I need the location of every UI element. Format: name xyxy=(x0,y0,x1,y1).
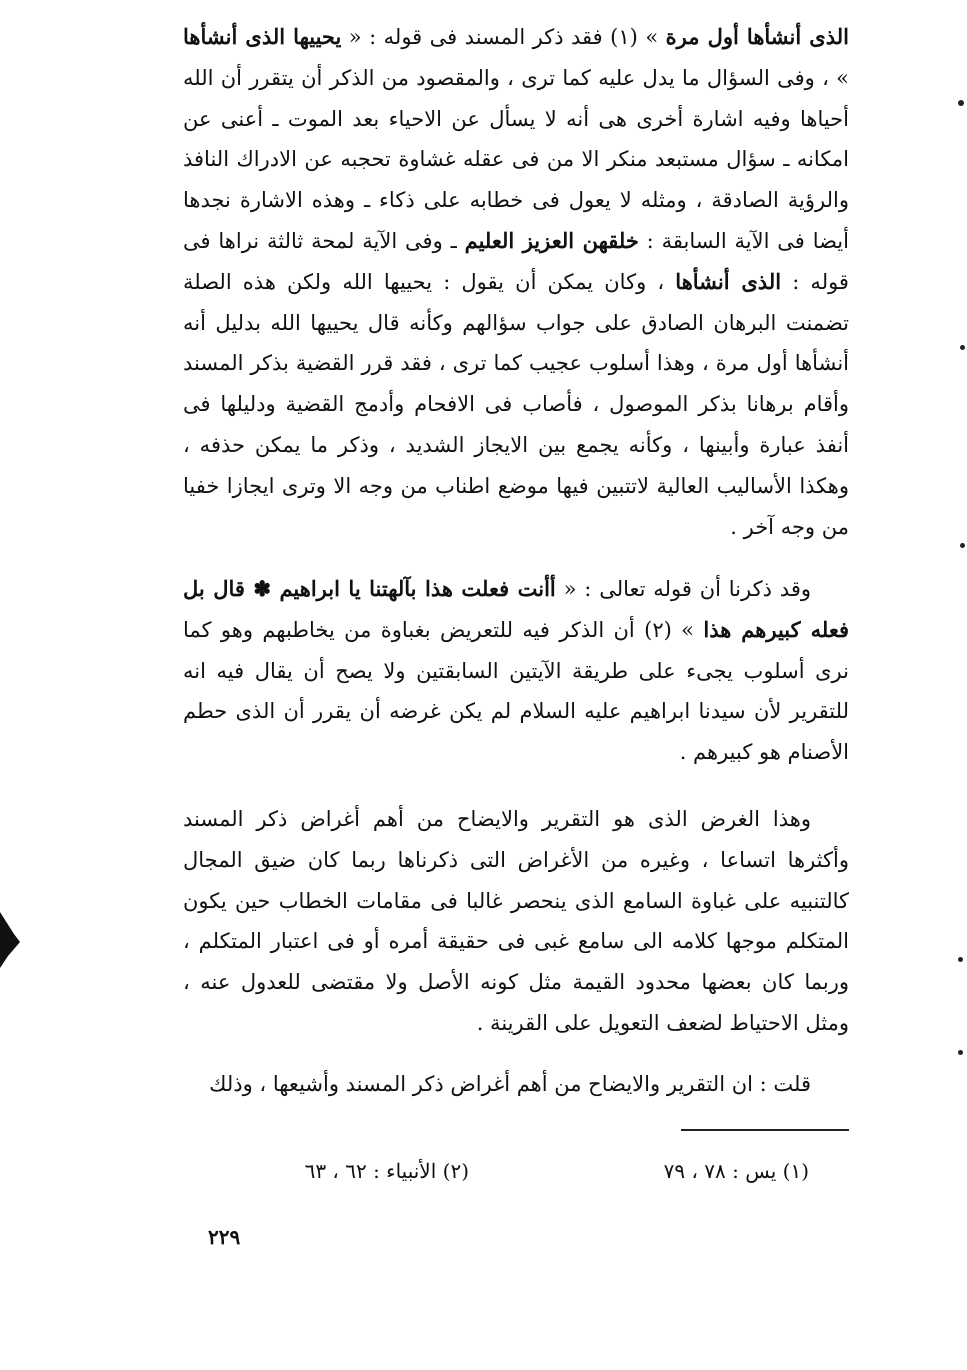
page-number: ٢٢٩ xyxy=(208,1225,241,1249)
paragraph-2 xyxy=(183,569,849,773)
scan-speck xyxy=(960,543,965,548)
scan-speck xyxy=(958,100,964,106)
text-segment: » (١) فقد ذكر المسند فى قوله : « xyxy=(341,25,666,49)
text-segment: قلت : ان التقرير والايضاح من أهم أغراض ذكر المسند وأشيعها ، وذلك xyxy=(209,1072,811,1096)
text-segment: » (٢) أن الذكر فيه للتعريض بغباوة من يخاطبهم وهو كما نرى أسلوب يجىء على طريقة الآيتين السابقتين ولا يصح أن يقال فيه انه للتقرير لأن سيدنا ابراهيم عليه السلام لم يكن غرضه أن يقرر أن الذى حطم الأصنام هو كبيرهم . xyxy=(183,617,849,765)
binding-edge-mark xyxy=(0,912,22,968)
scan-speck xyxy=(958,957,963,962)
quote-ending-bold: الذى أنشأها أول مرة xyxy=(665,24,849,49)
scan-speck xyxy=(958,1050,963,1055)
scan-speck xyxy=(960,345,965,350)
text-segment: وهذا الغرض الذى هو التقرير والايضاح من أهم أغراض ذكر المسند وأكثرها اتساعا ، وغيره من الأغراض التى ذكرناها ربما كان ضيق المجال كالتنبيه على غباوة السامع الذى ينحصر غالبا فى مقامات الخطاب حين يكون المتكلم موجها كلامه الى سامع غبى فى حقيقة أمره أو فى اعتبار المتكلم ، وربما كان بعضها محدود القيمة مثل كونه الأصل ولا مقتضى للعدول عنه ، ومثل الاحتياط لضعف التعويل على القرينة . xyxy=(183,807,849,1035)
quote-verse-bold: يحييها الذى أنشأها xyxy=(183,24,342,49)
footnote-separator xyxy=(681,1129,849,1131)
quote-verse-bold: خلقهن العزيز العليم xyxy=(464,227,639,253)
quote-verse-bold: الذى أنشأها xyxy=(675,268,782,294)
paragraph-3 xyxy=(183,799,849,1044)
text-segment: » ، وفى السؤال ما يدل عليه كما ترى ، والمقصود من الذكر أن يتقرر أن الله أحياها وفيه اشارة أخرى هى أنه لا يسأل عن الاحياء بعد الموت ـ أعنى عن امكانه ـ سؤال مستبعد منكر الا من فى عقله غشاوة تحجبه عن الادراك النافذ والرؤية الصادقة ، ومثله لا يعول فى خطابه على ذكاء ـ وهذه الاشارة نجدها أيضا فى الآية السابقة : xyxy=(183,65,849,253)
footnote-1: (١) يس : ٧٨ ، ٧٩ xyxy=(663,1159,809,1183)
paragraph-1 xyxy=(183,17,849,547)
text-segment: وقد ذكرنا أن قوله تعالى : « xyxy=(555,577,812,601)
paragraph-4 xyxy=(183,1064,849,1105)
text-segment: ، وكان يمكن أن يقول : يحييها الله ولكن هذه الصلة تضمنت البرهان الصادق على جواب سؤالهم وكأنه قال يحييها الله بدليل أنه أنشأها أول مرة ، وهذا أسلوب عجيب كما ترى ، فقد قرر القضية بذكر المسند وأقام برهانا بذكر الموصول ، فأصاب فى الافحام وأدمج القضية ودليلها فى أنفذ عبارة وأبينها ، وكأنه يجمع بين الايجاز الشديد ، وذكر ما يمكن حذفه ، وهكذا الأساليب العالية لاتتبين فيها موضع اطناب من وجه الا وترى ايجازا خفيا من وجه آخر . xyxy=(183,269,849,539)
text-segment: ـ وفى الآية لمحة ثالثة نراها فى قوله : xyxy=(183,228,849,294)
quote-verse-bold: أأنت فعلت هذا بآلهتنا يا ابراهيم ✽ قال بل فعله كبيرهم هذا xyxy=(183,576,849,642)
footnotes xyxy=(169,1151,849,1191)
footnote-2: (٢) الأنبياء : ٦٢ ، ٦٣ xyxy=(304,1159,469,1183)
